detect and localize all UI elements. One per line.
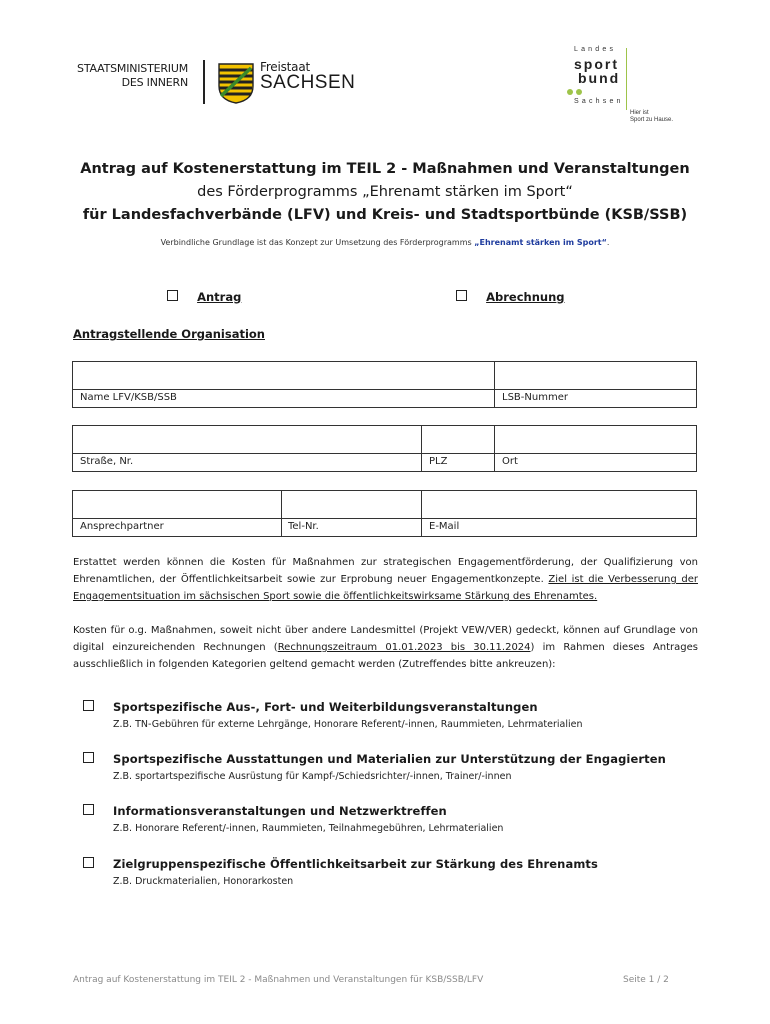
intro-paragraph-1-goal: Ziel ist die Verbesserung der Engagementsituation im sächsischen Sport sowie die öffentlichkeitswirksame Stärkung des Ehrenamtes. xyxy=(73,574,698,602)
plz-label: PLZ xyxy=(429,456,448,467)
lsb-logo-line xyxy=(626,48,627,110)
footer-page-number: Seite 1 / 2 xyxy=(623,975,669,985)
ort-field[interactable] xyxy=(495,426,696,453)
header-divider xyxy=(203,60,205,104)
lsb-slogan-line-2: Sport zu Hause. xyxy=(630,117,674,123)
basis-note xyxy=(0,238,770,247)
ort-label: Ort xyxy=(502,456,518,467)
category-title: Informationsveranstaltungen und Netzwerktreffen xyxy=(113,804,447,818)
org-address-table xyxy=(72,425,697,472)
ministry-line-2: DES INNERN xyxy=(121,76,188,89)
org-contact-table xyxy=(72,490,697,537)
category-checkbox[interactable] xyxy=(83,857,94,868)
street-field[interactable] xyxy=(73,426,421,453)
lsb-number-field[interactable] xyxy=(495,362,696,389)
category-checkbox[interactable] xyxy=(83,700,94,711)
option-antrag[interactable] xyxy=(167,286,241,305)
contact-person-field[interactable] xyxy=(73,491,281,518)
category-checkbox[interactable] xyxy=(83,804,94,815)
basis-note-program-link[interactable]: „Ehrenamt stärken im Sport“ xyxy=(474,238,607,247)
phone-label: Tel-Nr. xyxy=(288,521,319,532)
phone-field[interactable] xyxy=(282,491,421,518)
intro-paragraph-1 xyxy=(73,554,698,605)
ministry-line-1: STAATSMINISTERIUM xyxy=(77,62,188,75)
lsb-logo-word-2: bund xyxy=(578,70,621,86)
lsb-logo-dot-2 xyxy=(576,89,582,95)
antrag-checkbox[interactable] xyxy=(167,290,178,301)
contact-person-label: Ansprechpartner xyxy=(80,521,164,532)
document-title: Antrag auf Kostenerstattung im TEIL 2 - Maßnahmen und Veranstaltungen xyxy=(80,161,690,177)
org-name-label: Name LFV/KSB/SSB xyxy=(80,392,177,403)
document-subtitle: des Förderprogramms „Ehrenamt stärken im Sport“ xyxy=(197,184,573,200)
basis-note-text: Verbindliche Grundlage ist das Konzept zur Umsetzung des Förderprogramms xyxy=(160,238,472,247)
org-name-table xyxy=(72,361,697,408)
intro-paragraph-1-text: Erstattet werden können die Kosten für Maßnahmen zur strategischen Engagementförderung, der Qualifizierung von Ehrenamtlichen, der Öffentlichkeitsarbeit sowie zur Erprobung neuer Engagementkonzepte. xyxy=(73,557,698,585)
category-examples: Z.B. Druckmaterialien, Honorarkosten xyxy=(113,876,294,887)
antrag-label: Antrag xyxy=(197,290,242,304)
lsb-slogan-line-1: Hier ist xyxy=(630,110,649,116)
street-label: Straße, Nr. xyxy=(80,456,134,467)
category-title: Zielgruppenspezifische Öffentlichkeitsarbeit zur Stärkung des Ehrenamts xyxy=(113,857,598,871)
lsb-logo-top: Landes xyxy=(574,46,617,53)
document-target-group: für Landesfachverbände (LFV) und Kreis- und Stadtsportbünde (KSB/SSB) xyxy=(82,207,688,223)
category-examples: Z.B. Honorare Referent/-innen, Raummieten, Teilnahmegebühren, Lehrmaterialien xyxy=(113,823,504,834)
org-name-field[interactable] xyxy=(73,362,494,389)
lsb-logo-bottom: Sachsen xyxy=(574,98,624,105)
email-label: E-Mail xyxy=(429,521,460,532)
basis-note-end: . xyxy=(606,238,610,247)
state-name-large: SACHSEN xyxy=(260,72,356,93)
category-title: Sportspezifische Aus-, Fort- und Weiterbildungsveranstaltungen xyxy=(113,700,538,714)
intro-paragraph-2-text-b: ) im Rahmen dieses Antrages ausschließlich in folgenden Kategorien geltend gemacht werden (Zutreffendes bitte ankreuzen): xyxy=(73,642,698,670)
intro-paragraph-2 xyxy=(73,622,698,673)
lsb-slogan xyxy=(630,110,673,124)
intro-paragraph-2-text-a: Kosten für o.g. Maßnahmen, soweit nicht über andere Landesmittel (Projekt VEW/VER) gedeckt, können auf Grundlage von digital einzureichenden Rechnungen ( xyxy=(73,625,698,653)
saxony-crest-icon xyxy=(217,62,255,108)
category-title: Sportspezifische Ausstattungen und Materialien zur Unterstützung der Engagierten xyxy=(113,752,666,766)
abrechnung-label: Abrechnung xyxy=(486,290,565,304)
footer-document-name: Antrag auf Kostenerstattung im TEIL 2 - Maßnahmen und Veranstaltungen für KSB/SSB/LFV xyxy=(73,975,484,985)
lsb-number-label: LSB-Nummer xyxy=(502,392,568,403)
intro-paragraph-2-period: Rechnungszeitraum 01.01.2023 bis 30.11.2024 xyxy=(277,642,531,653)
plz-field[interactable] xyxy=(422,426,494,453)
org-section-title: Antragstellende Organisation xyxy=(73,327,265,341)
option-abrechnung[interactable] xyxy=(456,286,565,305)
lsb-logo-dot-1 xyxy=(567,89,573,95)
category-examples: Z.B. sportartspezifische Ausrüstung für Kampf-/Schiedsrichter/-innen, Trainer/-innen xyxy=(113,771,512,782)
landessportbund-logo xyxy=(564,44,684,128)
state-name-small: Freistaat xyxy=(260,60,310,74)
abrechnung-checkbox[interactable] xyxy=(456,290,467,301)
category-examples: Z.B. TN-Gebühren für externe Lehrgänge, Honorare Referent/-innen, Raummieten, Lehrmaterialien xyxy=(113,719,583,730)
category-checkbox[interactable] xyxy=(83,752,94,763)
email-field[interactable] xyxy=(422,491,696,518)
ministry-name xyxy=(72,62,188,90)
lsb-logo-word-1: sport xyxy=(574,56,619,72)
